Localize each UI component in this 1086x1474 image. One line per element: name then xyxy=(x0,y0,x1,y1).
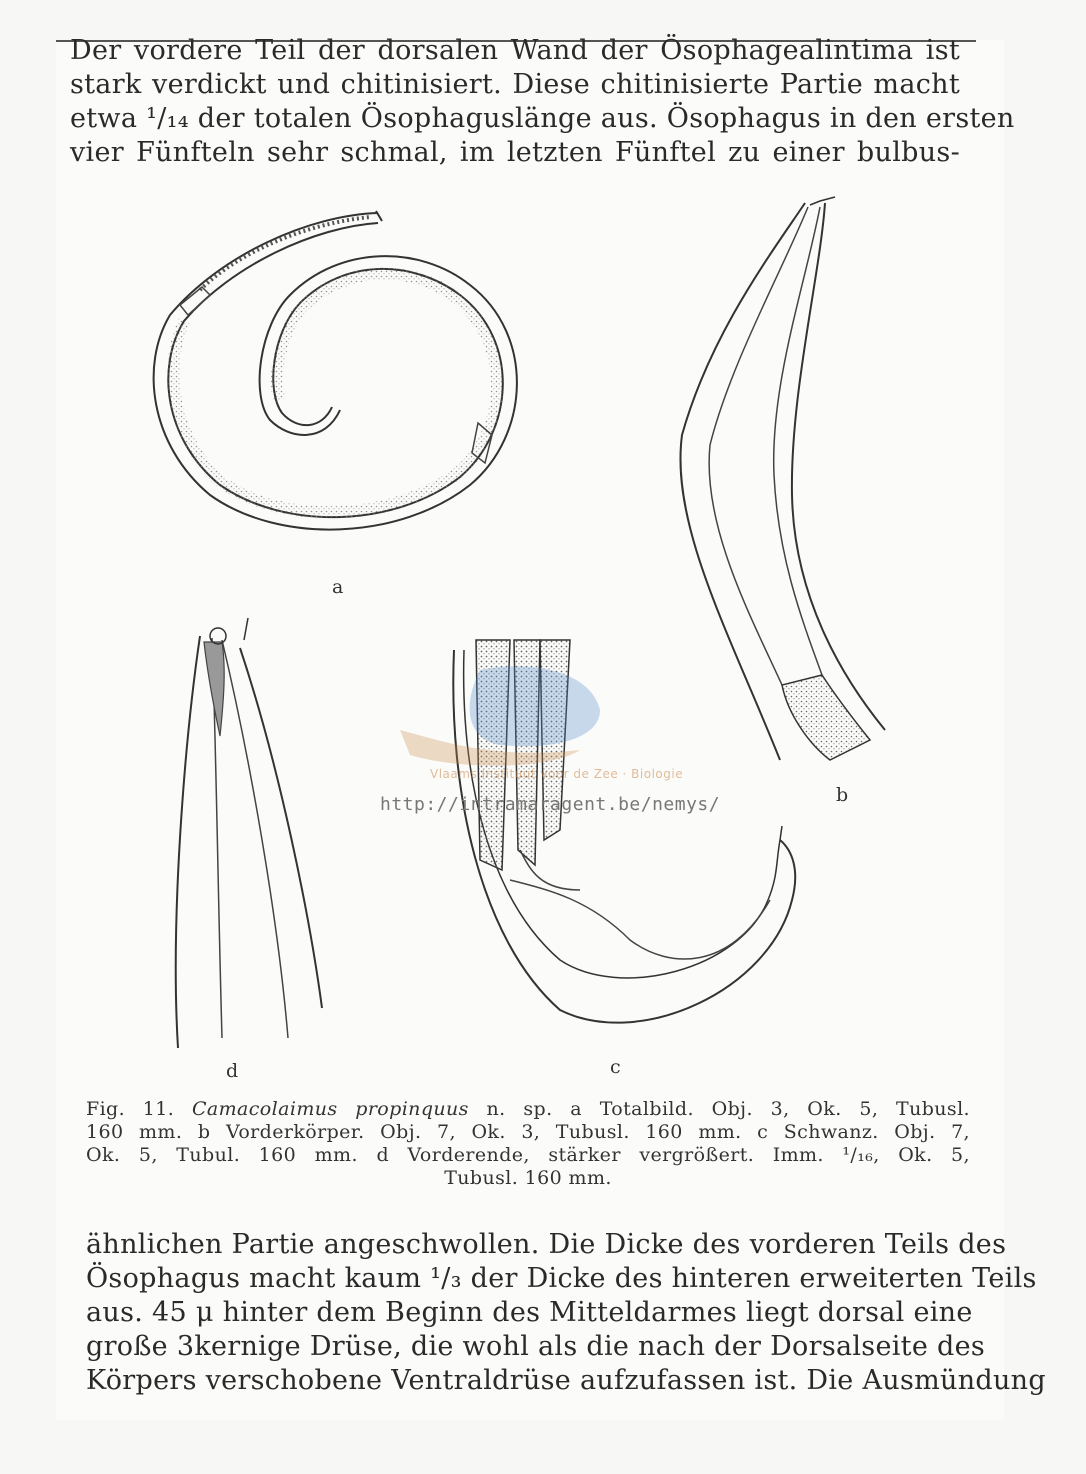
figure-label-c: c xyxy=(610,1056,621,1078)
caption-line: 160 mm. b Vorderkörper. Obj. 7, Ok. 3, Tubusl. 160 mm. c Schwanz. Obj. 7, xyxy=(86,1121,970,1143)
figure-label-d: d xyxy=(226,1060,239,1082)
text-line: Der vordere Teil der dorsalen Wand der Ösophagealintima ist xyxy=(70,35,960,66)
text-line: vier Fünfteln sehr schmal, im letzten Fünftel zu einer bulbus- xyxy=(70,137,960,168)
caption-line: Tubusl. 160 mm. xyxy=(444,1167,612,1189)
watermark-logo-text: Vlaams Instituut voor de Zee · Biologie xyxy=(430,767,684,781)
caption-line: Fig. 11. Camacolaimus propinquus n. sp. a Totalbild. Obj. 3, Ok. 5, Tubusl. xyxy=(86,1098,970,1120)
text-line: Ösophagus macht kaum ¹/₃ der Dicke des hinteren erweiterten Teils xyxy=(86,1263,1037,1294)
figure-label-a: a xyxy=(332,576,344,598)
text-line: etwa ¹/₁₄ der totalen Ösophaguslänge aus. Ösophagus in den ersten xyxy=(70,103,1015,134)
top-paragraph xyxy=(70,34,1015,170)
figure-caption xyxy=(86,1098,970,1190)
species-name: Camacolaimus propinquus xyxy=(191,1098,469,1120)
text-line: ähnlichen Partie angeschwollen. Die Dicke des vorderen Teils des xyxy=(86,1229,1007,1260)
text-line: große 3kernige Drüse, die wohl als die nach der Dorsalseite des xyxy=(86,1331,986,1362)
text-line: aus. 45 μ hinter dem Beginn des Mitteldarmes liegt dorsal eine xyxy=(86,1297,973,1328)
text-line: stark verdickt und chitinisiert. Diese chitinisierte Partie macht xyxy=(70,69,960,100)
bottom-paragraph xyxy=(86,1228,1046,1398)
figure-label-b: b xyxy=(836,784,849,806)
figure-d-anterior-end xyxy=(160,618,340,1058)
watermark-url: http://intramaragent.be/nemys/ xyxy=(380,794,721,815)
text-line: Körpers verschobene Ventraldrüse aufzufassen ist. Die Ausmündung xyxy=(86,1365,1046,1396)
watermark-logo xyxy=(400,660,684,781)
caption-line: Ok. 5, Tubul. 160 mm. d Vorderende, stärker vergrößert. Imm. ¹/₁₆, Ok. 5, xyxy=(86,1144,970,1166)
figure-a-total-view xyxy=(140,195,540,555)
